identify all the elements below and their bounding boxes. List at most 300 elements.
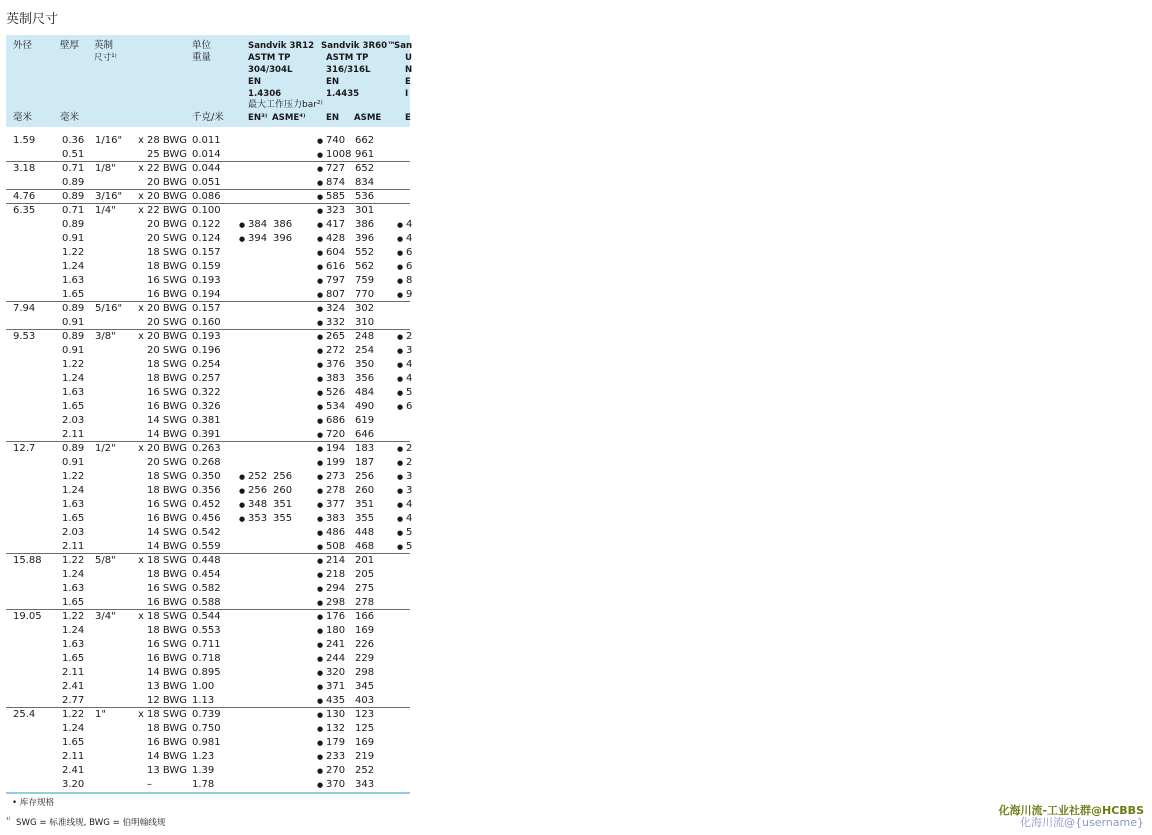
cell-wall: 2.11	[62, 667, 85, 678]
cell-b-stock-dot: ●	[317, 641, 324, 649]
unit-weight: 千克/米	[192, 112, 224, 123]
cell-imperial: 5/16"	[95, 303, 123, 314]
cell-a-asme: 355	[273, 513, 293, 524]
unit-od: 毫米	[13, 112, 33, 123]
cell-weight: 0.452	[192, 499, 221, 510]
table-header	[6, 35, 413, 127]
cell-a-en: 394	[248, 233, 268, 244]
cell-x: x	[138, 331, 144, 342]
cell-weight: 0.711	[192, 639, 221, 650]
cell-c: 5	[406, 527, 413, 538]
cell-c: 6	[406, 247, 413, 258]
table-row	[6, 764, 410, 778]
cell-b-en: 383	[326, 373, 346, 384]
cell-b-en: 265	[326, 331, 346, 342]
cell-a-stock-dot: ●	[239, 473, 246, 481]
cell-a-en: 384	[248, 219, 268, 230]
cell-weight: 0.895	[192, 667, 221, 678]
cell-gauge: 20 BWG	[147, 177, 188, 188]
cell-wall: 0.89	[62, 177, 85, 188]
cell-b-stock-dot: ●	[317, 501, 324, 509]
cell-x: x	[138, 135, 144, 146]
cell-weight: 0.456	[192, 513, 221, 524]
cell-b-asme: 275	[355, 583, 375, 594]
cell-b-asme: 229	[355, 653, 375, 664]
cell-imperial: 1/2"	[95, 443, 116, 454]
cell-c-stock-dot: ●	[397, 375, 404, 383]
table-row	[6, 288, 413, 302]
cell-b-asme: 226	[355, 639, 375, 650]
cell-c: 4	[406, 233, 413, 244]
cell-wall: 1.22	[62, 247, 85, 258]
cell-weight: 0.194	[192, 289, 221, 300]
cell-x: x	[138, 191, 144, 202]
g2-asme-label: ASME	[354, 113, 382, 123]
cell-c: 8	[406, 275, 413, 286]
cell-wall: 0.71	[62, 163, 85, 174]
cell-gauge: 16 SWG	[147, 639, 187, 650]
cell-b-stock-dot: ●	[317, 417, 324, 425]
cell-weight: 0.544	[192, 611, 221, 622]
cell-x: x	[138, 205, 144, 216]
cell-gauge: 16 BWG	[147, 653, 188, 664]
cell-b-stock-dot: ●	[317, 697, 324, 705]
table-row	[6, 736, 410, 750]
cell-wall: 1.65	[62, 401, 85, 412]
cell-gauge: 18 SWG	[147, 611, 187, 622]
col-od-label: 外径	[13, 40, 33, 51]
cell-b-stock-dot: ●	[317, 333, 324, 341]
cell-b-en: 486	[326, 527, 346, 538]
cell-b-stock-dot: ●	[317, 599, 324, 607]
cell-wall: 1.24	[62, 485, 85, 496]
cell-x: x	[138, 443, 144, 454]
cell-weight: 0.981	[192, 737, 221, 748]
cell-b-en: 132	[326, 723, 346, 734]
cell-weight: 0.086	[192, 191, 221, 202]
cell-b-asme: 961	[355, 149, 375, 160]
cell-b-stock-dot: ●	[317, 431, 324, 439]
cell-b-asme: 219	[355, 751, 375, 762]
table-row	[6, 470, 413, 484]
cell-b-stock-dot: ●	[317, 347, 324, 355]
cell-b-asme: 256	[355, 471, 375, 482]
cell-b-asme: 254	[355, 345, 375, 356]
cell-b-stock-dot: ●	[317, 445, 324, 453]
cell-b-en: 320	[326, 667, 346, 678]
cell-gauge: 16 SWG	[147, 583, 187, 594]
cell-weight: 0.553	[192, 625, 221, 636]
cell-b-stock-dot: ●	[317, 543, 324, 551]
cell-wall: 0.89	[62, 443, 85, 454]
table-row	[6, 596, 410, 610]
cell-c: 5	[406, 541, 413, 552]
cell-weight: 0.196	[192, 345, 221, 356]
cell-b-en: 428	[326, 233, 346, 244]
cell-weight: 1.00	[192, 681, 215, 692]
cell-wall: 1.65	[62, 513, 85, 524]
cell-imperial: 1/16"	[95, 135, 123, 146]
col-imperial-label: 英制	[94, 40, 114, 51]
cell-b-stock-dot: ●	[317, 739, 324, 747]
cell-c: 4	[406, 373, 413, 384]
table-row	[6, 750, 410, 764]
cell-b-stock-dot: ●	[317, 263, 324, 271]
cell-weight: 0.326	[192, 401, 221, 412]
cell-c-stock-dot: ●	[397, 235, 404, 243]
cell-wall: 0.71	[62, 205, 85, 216]
cell-c-stock-dot: ●	[397, 263, 404, 271]
table-row	[6, 400, 413, 414]
cell-b-asme: 125	[355, 723, 375, 734]
cell-b-asme: 351	[355, 499, 375, 510]
cell-b-en: 298	[326, 597, 346, 608]
g2-line2: ASTM TP	[326, 53, 369, 63]
cell-wall: 1.22	[62, 611, 85, 622]
cell-b-en: 270	[326, 765, 346, 776]
cell-b-stock-dot: ●	[317, 571, 324, 579]
g1-line4: EN	[248, 77, 262, 87]
cell-gauge: 18 SWG	[147, 709, 187, 720]
g1-line3: 304/304L	[248, 65, 293, 75]
cell-imperial: 1/4"	[95, 205, 116, 216]
cell-gauge: 14 BWG	[147, 541, 188, 552]
table-row	[6, 344, 413, 358]
cell-wall: 1.24	[62, 569, 85, 580]
table-row	[6, 554, 410, 568]
cell-b-asme: 166	[355, 611, 375, 622]
cell-c-stock-dot: ●	[397, 515, 404, 523]
cell-od: 1.59	[13, 135, 36, 146]
cell-a-asme: 256	[273, 471, 293, 482]
table-row	[6, 176, 410, 190]
cell-c-stock-dot: ●	[397, 473, 404, 481]
cell-b-stock-dot: ●	[317, 627, 324, 635]
g1-line1: Sandvik 3R12	[248, 41, 315, 51]
cell-c: 2	[406, 443, 413, 454]
cell-b-en: 176	[326, 611, 346, 622]
cell-wall: 1.63	[62, 639, 85, 650]
table-row	[6, 386, 413, 400]
cell-b-stock-dot: ●	[317, 613, 324, 621]
cell-weight: 0.100	[192, 205, 221, 216]
table-row	[6, 316, 410, 330]
cell-wall: 0.91	[62, 345, 85, 356]
table-row	[6, 260, 413, 274]
cell-weight: 1.78	[192, 779, 215, 790]
cell-b-stock-dot: ●	[317, 767, 324, 775]
cell-wall: 1.22	[62, 359, 85, 370]
cell-b-asme: 448	[355, 527, 375, 538]
cell-b-stock-dot: ●	[317, 725, 324, 733]
table-row	[6, 428, 410, 442]
g2-en-label: EN	[326, 113, 340, 123]
pressure-label: 最大工作压力bar²⁾	[248, 100, 323, 110]
cell-wall: 0.89	[62, 191, 85, 202]
cell-weight: 0.559	[192, 541, 221, 552]
cell-b-asme: 403	[355, 695, 375, 706]
cell-wall: 1.63	[62, 583, 85, 594]
cell-wall: 1.24	[62, 373, 85, 384]
cell-wall: 2.11	[62, 429, 85, 440]
cell-gauge: 20 SWG	[147, 317, 187, 328]
cell-x: x	[138, 163, 144, 174]
cell-weight: 0.122	[192, 219, 221, 230]
cell-wall: 1.65	[62, 289, 85, 300]
cell-c: 3	[406, 471, 413, 482]
cell-b-asme: 386	[355, 219, 375, 230]
cell-b-stock-dot: ●	[317, 683, 324, 691]
cell-c-stock-dot: ●	[397, 221, 404, 229]
cell-b-en: 273	[326, 471, 346, 482]
cell-gauge: 13 BWG	[147, 765, 188, 776]
cell-a-asme: 351	[273, 499, 293, 510]
cell-gauge: 20 SWG	[147, 345, 187, 356]
cell-gauge: 18 SWG	[147, 359, 187, 370]
cell-gauge: 22 BWG	[147, 205, 188, 216]
cell-weight: 0.350	[192, 471, 221, 482]
cell-wall: 0.91	[62, 233, 85, 244]
cell-b-en: 435	[326, 695, 346, 706]
cell-weight: 0.011	[192, 135, 221, 146]
cell-c-stock-dot: ●	[397, 501, 404, 509]
cell-b-stock-dot: ●	[317, 473, 324, 481]
g3-line3: N	[405, 65, 413, 75]
cell-b-en: 233	[326, 751, 346, 762]
unit-wall: 毫米	[60, 112, 80, 123]
cell-wall: 3.20	[62, 779, 85, 790]
cell-c-stock-dot: ●	[397, 403, 404, 411]
cell-weight: 0.193	[192, 331, 221, 342]
table-row	[6, 442, 413, 456]
col-imperial-label2: 尺寸¹⁾	[94, 53, 117, 63]
cell-weight: 0.257	[192, 373, 221, 384]
cell-gauge: 16 SWG	[147, 499, 187, 510]
table-row	[6, 610, 410, 624]
cell-b-asme: 662	[355, 135, 375, 146]
cell-a-stock-dot: ●	[239, 501, 246, 509]
cell-a-en: 256	[248, 485, 268, 496]
cell-b-asme: 396	[355, 233, 375, 244]
cell-b-en: 686	[326, 415, 346, 426]
watermark-main: 化海川流-工业社群@HCBBS	[998, 804, 1144, 817]
cell-c-stock-dot: ●	[397, 291, 404, 299]
cell-c: 4	[406, 499, 413, 510]
cell-wall: 0.89	[62, 219, 85, 230]
table-row	[6, 218, 413, 232]
table-row	[6, 162, 410, 176]
cell-od: 19.05	[13, 611, 42, 622]
cell-gauge: 20 BWG	[147, 443, 188, 454]
cell-wall: 1.22	[62, 709, 85, 720]
cell-weight: 0.381	[192, 415, 221, 426]
cell-b-asme: 834	[355, 177, 375, 188]
cell-b-en: 740	[326, 135, 346, 146]
cell-imperial: 3/8"	[95, 331, 116, 342]
cell-b-asme: 770	[355, 289, 375, 300]
cell-b-stock-dot: ●	[317, 305, 324, 313]
watermark	[998, 805, 1144, 829]
cell-b-stock-dot: ●	[317, 655, 324, 663]
footnote-stock: • 库存规格	[12, 798, 55, 808]
table-bottom-rule	[6, 792, 410, 794]
cell-wall: 0.89	[62, 303, 85, 314]
cell-b-stock-dot: ●	[317, 585, 324, 593]
cell-a-stock-dot: ●	[239, 515, 246, 523]
cell-gauge: 12 BWG	[147, 695, 188, 706]
cell-b-asme: 536	[355, 191, 375, 202]
table-row	[6, 232, 413, 246]
cell-c-stock-dot: ●	[397, 361, 404, 369]
table-row	[6, 302, 410, 316]
cell-wall: 1.22	[62, 471, 85, 482]
cell-weight: 0.582	[192, 583, 221, 594]
cell-wall: 2.03	[62, 415, 85, 426]
g3-en-label: E	[405, 113, 411, 123]
cell-gauge: 20 BWG	[147, 303, 188, 314]
g1-asme-label: ASME⁴⁾	[272, 113, 306, 123]
cell-wall: 1.63	[62, 499, 85, 510]
cell-c: 9	[406, 289, 413, 300]
cell-wall: 1.24	[62, 723, 85, 734]
cell-weight: 0.588	[192, 597, 221, 608]
table-row	[6, 330, 413, 344]
cell-weight: 0.268	[192, 457, 221, 468]
cell-wall: 1.65	[62, 737, 85, 748]
cell-weight: 0.157	[192, 247, 221, 258]
cell-b-asme: 484	[355, 387, 375, 398]
cell-gauge: 18 SWG	[147, 471, 187, 482]
cell-gauge: 18 BWG	[147, 625, 188, 636]
cell-b-stock-dot: ●	[317, 179, 324, 187]
cell-b-asme: 169	[355, 625, 375, 636]
cell-od: 9.53	[13, 331, 36, 342]
cell-weight: 0.391	[192, 429, 221, 440]
cell-x: x	[138, 303, 144, 314]
cell-a-asme: 260	[273, 485, 293, 496]
col-unit-label: 单位	[192, 40, 212, 51]
cell-b-en: 294	[326, 583, 346, 594]
cell-b-asme: 187	[355, 457, 375, 468]
cell-b-en: 534	[326, 401, 346, 412]
g3-line2: U	[405, 53, 412, 63]
cell-c-stock-dot: ●	[397, 445, 404, 453]
cell-gauge: 16 BWG	[147, 737, 188, 748]
table-row	[6, 512, 413, 526]
cell-gauge: 18 BWG	[147, 373, 188, 384]
cell-wall: 0.89	[62, 331, 85, 342]
cell-b-stock-dot: ●	[317, 277, 324, 285]
cell-b-asme: 302	[355, 303, 375, 314]
table-row	[6, 372, 413, 386]
footnote1-text: SWG = 标准线规, BWG = 伯明翰线规	[16, 818, 166, 828]
table-row	[6, 652, 410, 666]
cell-od: 25.4	[13, 709, 36, 720]
cell-b-stock-dot: ●	[317, 669, 324, 677]
cell-b-stock-dot: ●	[317, 389, 324, 397]
cell-b-en: 244	[326, 653, 346, 664]
g3-line4: E	[405, 77, 411, 87]
g1-line2: ASTM TP	[248, 53, 291, 63]
table-row	[6, 414, 410, 428]
table-row	[6, 694, 410, 708]
cell-b-stock-dot: ●	[317, 193, 324, 201]
cell-gauge: 14 SWG	[147, 415, 187, 426]
cell-b-asme: 205	[355, 569, 375, 580]
cell-b-asme: 183	[355, 443, 375, 454]
cell-b-asme: 490	[355, 401, 375, 412]
table-row	[6, 778, 410, 792]
cell-weight: 0.124	[192, 233, 221, 244]
g1-line5: 1.4306	[248, 89, 282, 99]
cell-b-asme: 201	[355, 555, 375, 566]
cell-c-stock-dot: ●	[397, 347, 404, 355]
g2-line3: 316/316L	[326, 65, 371, 75]
cell-b-asme: 468	[355, 541, 375, 552]
cell-weight: 0.160	[192, 317, 221, 328]
cell-b-en: 179	[326, 737, 346, 748]
table-row	[6, 582, 410, 596]
cell-weight: 0.254	[192, 359, 221, 370]
cell-b-stock-dot: ●	[317, 781, 324, 789]
cell-b-asme: 619	[355, 415, 375, 426]
table-row	[6, 148, 410, 162]
cell-weight: 1.13	[192, 695, 215, 706]
cell-wall: 1.24	[62, 625, 85, 636]
cell-wall: 2.03	[62, 527, 85, 538]
table-row	[6, 624, 410, 638]
cell-gauge: 25 BWG	[147, 149, 188, 160]
cell-b-en: 616	[326, 261, 346, 272]
cell-gauge: 28 BWG	[147, 135, 188, 146]
cell-c: 2	[406, 457, 413, 468]
cell-b-stock-dot: ●	[317, 529, 324, 537]
g2-line1: Sandvik 3R60™	[321, 41, 396, 51]
cell-b-stock-dot: ●	[317, 151, 324, 159]
table-row	[6, 358, 413, 372]
table-row	[6, 568, 410, 582]
cell-b-en: 332	[326, 317, 346, 328]
cell-c: 4	[406, 219, 413, 230]
cell-b-en: 371	[326, 681, 346, 692]
cell-b-stock-dot: ●	[317, 361, 324, 369]
cell-c-stock-dot: ●	[397, 333, 404, 341]
cell-od: 4.76	[13, 191, 36, 202]
dimensions-table	[6, 35, 413, 796]
cell-weight: 0.263	[192, 443, 221, 454]
table-row	[6, 666, 410, 680]
cell-gauge: 14 BWG	[147, 667, 188, 678]
cell-gauge: 20 BWG	[147, 191, 188, 202]
g2-line4: EN	[326, 77, 340, 87]
cell-weight: 0.051	[192, 177, 221, 188]
cell-od: 3.18	[13, 163, 36, 174]
cell-b-en: 376	[326, 359, 346, 370]
cell-imperial: 1/8"	[95, 163, 116, 174]
cell-gauge: 16 BWG	[147, 513, 188, 524]
cell-weight: 0.448	[192, 555, 221, 566]
cell-gauge: 18 BWG	[147, 569, 188, 580]
cell-wall: 1.63	[62, 387, 85, 398]
cell-b-stock-dot: ●	[317, 291, 324, 299]
cell-b-en: 370	[326, 779, 346, 790]
cell-b-en: 218	[326, 569, 346, 580]
cell-gauge: 18 BWG	[147, 485, 188, 496]
cell-b-asme: 652	[355, 163, 375, 174]
cell-x: x	[138, 555, 144, 566]
cell-b-en: 377	[326, 499, 346, 510]
cell-b-asme: 301	[355, 205, 375, 216]
